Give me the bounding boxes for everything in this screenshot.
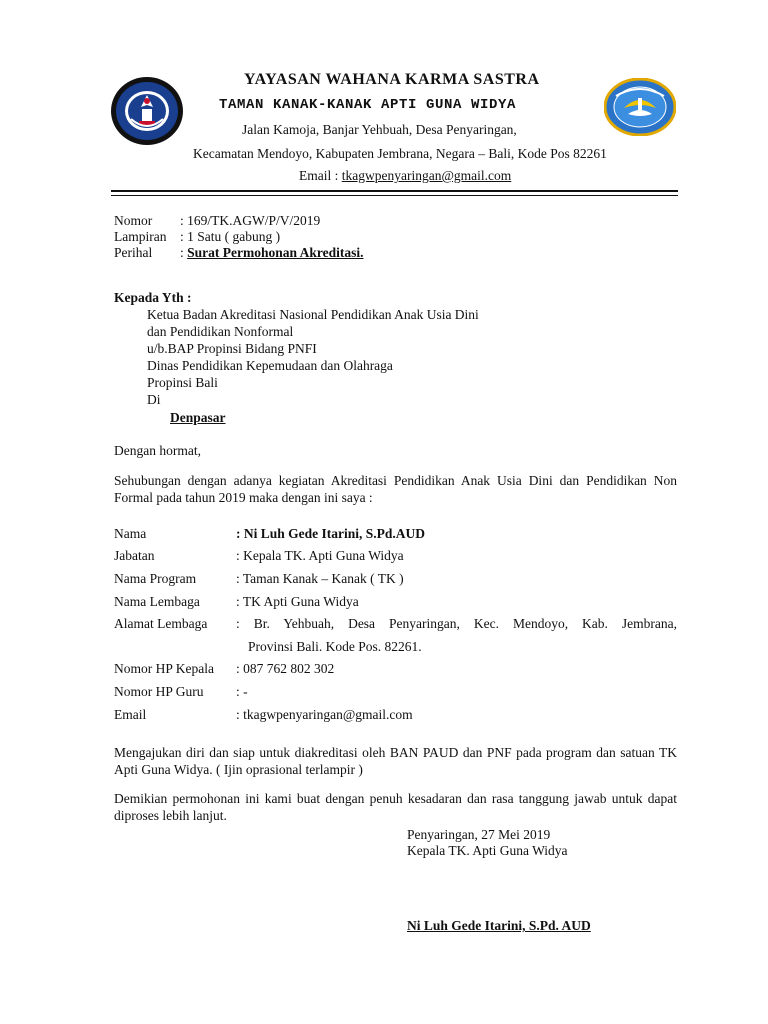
recipient-line: Dinas Pendidikan Kepemudaan dan Olahraga — [147, 358, 393, 373]
recipient-city: Denpasar — [170, 410, 226, 425]
recipient-line: u/b.BAP Propinsi Bidang PNFI — [147, 341, 317, 356]
signature-name: Ni Luh Gede Itarini, S.Pd. AUD — [407, 918, 591, 933]
field-value-email: : tkagwpenyaringan@gmail.com — [236, 707, 413, 722]
field-value-program: : Taman Kanak – Kanak ( TK ) — [236, 571, 404, 586]
field-value-alamat: : Br. Yehbuah, Desa Penyaringan, Kec. Mendoyo, Kab. Jembrana, — [236, 616, 677, 631]
field-label-hp-guru: Nomor HP Guru — [114, 684, 204, 699]
header-school: TAMAN KANAK-KANAK APTI GUNA WIDYA — [219, 97, 517, 113]
recipient-line: Di — [147, 392, 161, 407]
header-org: YAYASAN WAHANA KARMA SASTRA — [244, 71, 540, 88]
lampiran-value: : 1 Satu ( gabung ) — [180, 229, 281, 244]
field-label-lembaga: Nama Lembaga — [114, 594, 200, 609]
signature-position: Kepala TK. Apti Guna Widya — [407, 843, 568, 858]
lampiran-label: Lampiran — [114, 229, 167, 244]
field-label-alamat: Alamat Lembaga — [114, 616, 208, 631]
recipient-line: dan Pendidikan Nonformal — [147, 324, 294, 339]
field-value-lembaga: : TK Apti Guna Widya — [236, 594, 359, 609]
field-value-alamat-line2: Provinsi Bali. Kode Pos. 82261. — [248, 639, 422, 654]
header-email — [299, 168, 511, 184]
perihal-value — [180, 245, 364, 261]
field-label-email: Email — [114, 707, 147, 722]
perihal-colon: : — [180, 245, 188, 260]
signature-place-date: Penyaringan, 27 Mei 2019 — [407, 827, 551, 842]
field-label-jabatan: Jabatan — [114, 548, 155, 563]
recipient-heading: Kepada Yth : — [114, 290, 192, 305]
header-divider-thin — [111, 195, 678, 196]
perihal-label: Perihal — [114, 245, 153, 260]
field-label-nama: Nama — [114, 526, 147, 541]
greeting: Dengan hormat, — [114, 443, 201, 458]
header-address-line2: Kecamatan Mendoyo, Kabupaten Jembrana, Negara – Bali, Kode Pos 82261 — [193, 146, 607, 161]
intro-paragraph: Sehubungan dengan adanya kegiatan Akreditasi Pendidikan Anak Usia Dini dan Pendidikan Non Formal pada tahun 2019 maka dengan ini saya : — [114, 473, 677, 505]
tut-wuri-handayani-icon — [604, 78, 676, 136]
field-value-jabatan: : Kepala TK. Apti Guna Widya — [236, 548, 404, 563]
yayasan-emblem-icon — [109, 75, 185, 147]
header-divider-thick — [111, 190, 678, 192]
field-value-hp-kepala: : 087 762 802 302 — [236, 661, 335, 676]
recipient-line: Ketua Badan Akreditasi Nasional Pendidikan Anak Usia Dini — [147, 307, 479, 322]
nomor-label: Nomor — [114, 213, 153, 228]
request-paragraph: Mengajukan diri dan siap untuk diakreditasi oleh BAN PAUD dan PNF pada program dan satuan TK Apti Guna Widya. ( Ijin oprasional terlampir ) — [114, 745, 677, 777]
header-address-line1: Jalan Kamoja, Banjar Yehbuah, Desa Penyaringan, — [242, 122, 517, 137]
field-label-hp-kepala: Nomor HP Kepala — [114, 661, 214, 676]
nomor-value: : 169/TK.AGW/P/V/2019 — [180, 213, 321, 228]
header-email-label: Email : — [299, 168, 342, 183]
perihal-subject: Surat Permohonan Akreditasi. — [187, 245, 364, 260]
field-value-nama: : Ni Luh Gede Itarini, S.Pd.AUD — [236, 526, 426, 541]
field-label-program: Nama Program — [114, 571, 197, 586]
field-value-hp-guru: : - — [236, 684, 248, 699]
header-email-link[interactable]: tkagwpenyaringan@gmail.com — [341, 168, 512, 183]
closing-paragraph: Demikian permohonan ini kami buat dengan penuh kesadaran dan rasa tanggung jawab untuk dapat diproses lebih lanjut. — [114, 791, 677, 823]
recipient-line: Propinsi Bali — [147, 375, 218, 390]
